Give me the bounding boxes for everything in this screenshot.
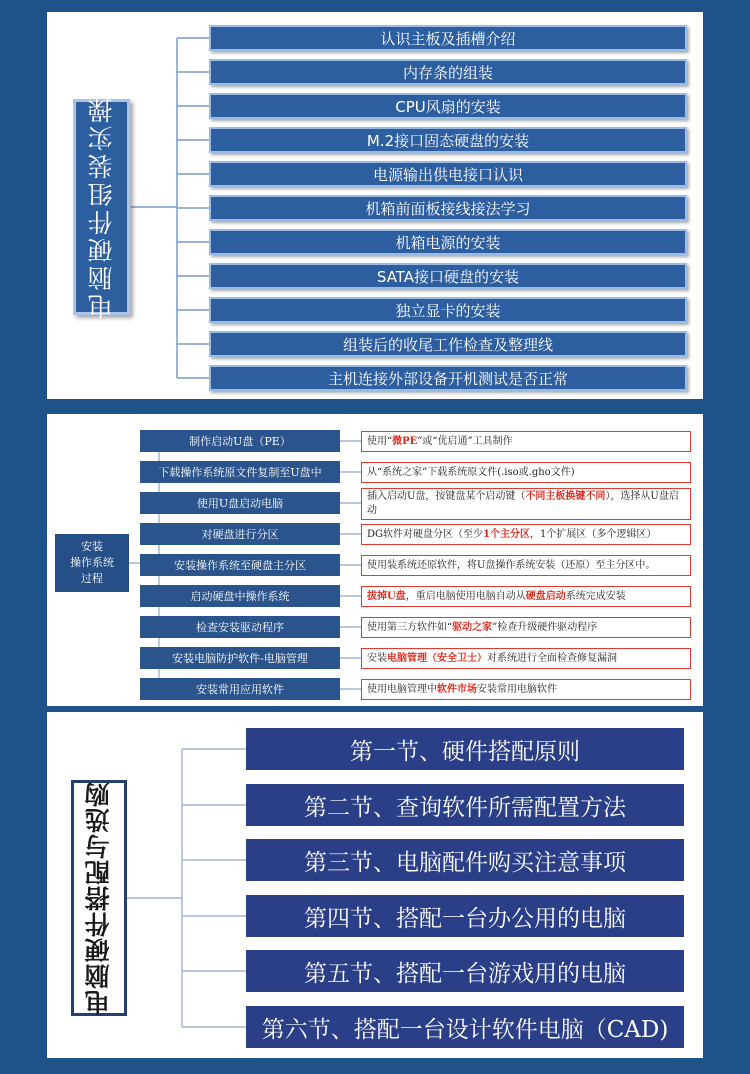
- install-step-note-text: [367, 559, 655, 573]
- install-step-box: 下载操作系统原文件复制至U盘中: [140, 461, 340, 483]
- hardware-section-box: 第六节、搭配一台设计软件电脑（CAD): [246, 1006, 684, 1048]
- note-text: ”或“优启通”工具制作: [417, 435, 513, 447]
- install-step-note-text: [367, 528, 656, 542]
- install-step-note: [361, 488, 691, 520]
- install-step-note: [361, 431, 691, 452]
- hardware-section-box: 第三节、电脑配件购买注意事项: [246, 839, 684, 881]
- install-step-box: 对硬盘进行分区: [140, 523, 340, 545]
- install-step-note: [361, 648, 691, 669]
- note-text: 使用电脑管理中: [367, 683, 437, 695]
- note-text: ”检查升级硬件驱动程序: [492, 621, 598, 633]
- os-install-title-line: 过程: [81, 572, 103, 585]
- assembly-practice-title: 电脑硬件组装实操: [73, 99, 130, 315]
- highlight-text: 硬盘启动: [525, 590, 566, 602]
- highlight-text: 电脑管理（安全卫士）: [387, 652, 487, 664]
- hardware-section-box: 第四节、搭配一台办公用的电脑: [246, 895, 684, 937]
- assembly-step-box: CPU风扇的安装: [209, 93, 687, 119]
- install-step-box: 使用U盘启动电脑: [140, 492, 340, 514]
- highlight-text: 微PE: [392, 435, 418, 447]
- note-text: 使用装系统还原软件，将U盘操作系统安装（还原）至主分区中。: [367, 559, 656, 571]
- highlight-text: 软件市场: [437, 683, 477, 695]
- install-step-note-text: [367, 490, 685, 518]
- os-install-panel: [47, 414, 703, 706]
- assembly-step-box: 机箱前面板接线接法学习: [209, 195, 687, 221]
- install-step-note-text: [367, 621, 597, 635]
- highlight-text: 1个主分区: [483, 528, 530, 540]
- hardware-selection-panel: [47, 712, 703, 1058]
- install-step-note-text: [367, 652, 617, 666]
- assembly-step-box: 内存条的组装: [209, 59, 687, 85]
- highlight-text: 拔掉U盘: [367, 590, 406, 602]
- note-text: ），选择从U盘启动: [367, 491, 679, 516]
- assembly-practice-panel: [47, 12, 703, 399]
- install-step-note-text: [367, 466, 575, 480]
- install-step-box: 检查安装驱动程序: [140, 616, 340, 638]
- hardware-section-box: 第二节、查询软件所需配置方法: [246, 784, 684, 826]
- install-step-note: [361, 555, 691, 576]
- hardware-section-box: 第五节、搭配一台游戏用的电脑: [246, 950, 684, 992]
- assembly-step-box: 机箱电源的安装: [209, 229, 687, 255]
- note-text: 使用第三方软件如“: [367, 621, 453, 633]
- install-step-note: [361, 617, 691, 638]
- assembly-step-box: 认识主板及插槽介绍: [209, 25, 687, 51]
- install-step-box: 安装电脑防护软件-电脑管理: [140, 647, 340, 669]
- install-step-note: [361, 524, 691, 545]
- assembly-step-box: M.2接口固态硬盘的安装: [209, 127, 687, 153]
- note-text: 安装常用电脑软件: [477, 683, 557, 695]
- note-text: 系统完成安装: [565, 590, 626, 602]
- install-step-note-text: [367, 435, 513, 449]
- hardware-selection-title: 电脑硬件搭配与选购: [71, 780, 127, 1016]
- os-install-title-line: 操作系统: [70, 556, 114, 569]
- assembly-step-box: 组装后的收尾工作检查及整理线: [209, 331, 687, 357]
- install-step-box: 安装常用应用软件: [140, 678, 340, 700]
- install-step-note: [361, 462, 691, 483]
- install-step-box: 启动硬盘中操作系统: [140, 585, 340, 607]
- install-step-note-text: [367, 683, 557, 697]
- note-text: 从“系统之家”下载系统原文件(.iso或.gho文件): [367, 466, 575, 478]
- assembly-step-box: 独立显卡的安装: [209, 297, 687, 323]
- note-text: DG软件对硬盘分区（至少: [367, 528, 484, 540]
- install-step-note: [361, 586, 691, 607]
- os-install-title: [55, 534, 129, 592]
- install-step-box: 制作启动U盘（PE）: [140, 430, 340, 452]
- assembly-step-box: SATA接口硬盘的安装: [209, 263, 687, 289]
- note-text: 使用“: [367, 435, 393, 447]
- assembly-step-box: 主机连接外部设备开机测试是否正常: [209, 365, 687, 391]
- highlight-text: 驱动之家: [452, 621, 493, 633]
- install-step-box: 安装操作系统至硬盘主分区: [140, 554, 340, 576]
- note-text: ，1个扩展区（多个逻辑区）: [529, 528, 657, 540]
- install-step-note: [361, 679, 691, 700]
- note-text: 插入启动U盘，按键盘某个启动键（: [367, 491, 526, 502]
- os-install-title-line: 安装: [81, 540, 103, 553]
- note-text: 安装: [367, 652, 387, 664]
- install-step-note-text: [367, 590, 626, 604]
- assembly-step-box: 电源输出供电接口认识: [209, 161, 687, 187]
- hardware-section-box: 第一节、硬件搭配原则: [246, 728, 684, 770]
- highlight-text: 不同主板换键不同: [525, 491, 606, 502]
- note-text: ，重启电脑使用电脑自动从: [405, 590, 526, 602]
- note-text: 对系统进行全面检查修复漏洞: [487, 652, 617, 664]
